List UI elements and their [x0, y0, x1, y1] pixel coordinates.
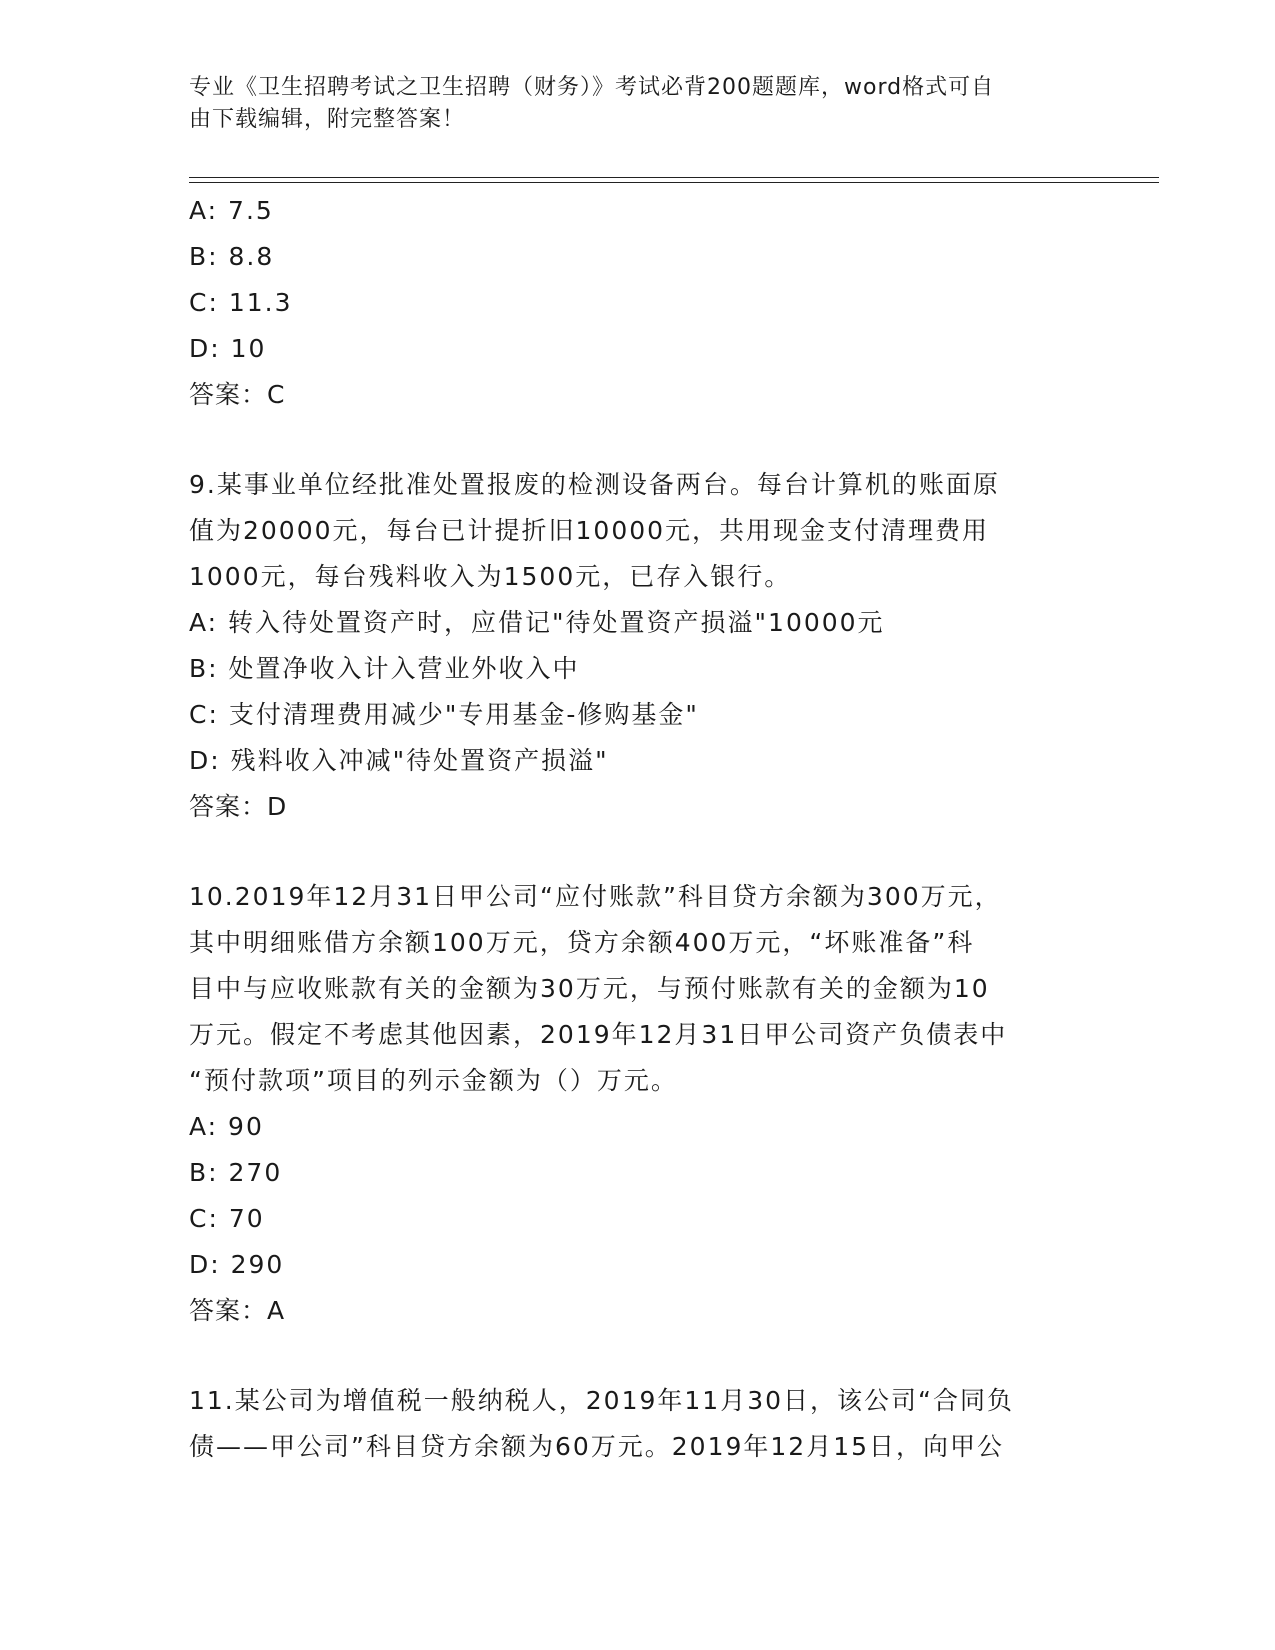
stem-line: 10.2019年12月31日甲公司“应付账款”科目贷方余额为300万元，	[189, 882, 1002, 911]
stem-line: 9.某事业单位经批准处置报废的检测设备两台。每台计算机的账面原	[189, 470, 1000, 499]
option-d: D: 残料收入冲减"待处置资产损溢"	[189, 746, 609, 775]
option-b: B: 处置净收入计入营业外收入中	[189, 654, 580, 683]
stem-line: 其中明细账借方余额100万元，贷方余额400万元，“坏账准备”科	[189, 928, 975, 957]
stem-line: 债——甲公司”科目贷方余额为60万元。2019年12月15日，向甲公	[189, 1432, 1005, 1461]
stem-line: 1000元，每台残料收入为1500元，已存入银行。	[189, 562, 792, 591]
spacer	[189, 418, 1089, 462]
stem-line: 11.某公司为增值税一般纳税人，2019年11月30日，该公司“合同负	[189, 1386, 1014, 1415]
answer-line: 答案：D	[189, 792, 288, 821]
question-10	[189, 874, 1089, 1334]
document-body	[189, 188, 1089, 1470]
stem-line: 值为20000元，每台已计提折旧10000元，共用现金支付清理费用	[189, 516, 990, 545]
option-a: A: 7.5	[189, 196, 274, 225]
header-line-1: 专业《卫生招聘考试之卫生招聘（财务）》考试必背200题题库，word格式可自	[189, 75, 995, 100]
question-stem	[189, 874, 1089, 1104]
stem-line: 万元。假定不考虑其他因素，2019年12月31日甲公司资产负债表中	[189, 1020, 1008, 1049]
header-divider-top	[189, 177, 1159, 178]
stem-line: “预付款项”项目的列示金额为（）万元。	[189, 1066, 678, 1095]
header-line-2: 由下载编辑，附完整答案！	[189, 107, 466, 132]
question-11	[189, 1378, 1089, 1470]
answer-line: 答案：A	[189, 1296, 286, 1325]
stem-line: 目中与应收账款有关的金额为30万元，与预付账款有关的金额为10	[189, 974, 990, 1003]
option-d: D: 10	[189, 334, 267, 363]
option-c: C: 70	[189, 1204, 265, 1233]
option-c: C: 11.3	[189, 288, 293, 317]
spacer	[189, 1334, 1089, 1378]
question-9	[189, 462, 1089, 830]
question-8-options	[189, 188, 1089, 418]
option-c: C: 支付清理费用减少"专用基金-修购基金"	[189, 700, 699, 729]
option-a: A: 转入待处置资产时，应借记"待处置资产损溢"10000元	[189, 608, 885, 637]
page-header	[189, 72, 1069, 136]
option-d: D: 290	[189, 1250, 285, 1279]
question-stem	[189, 1378, 1089, 1470]
header-divider-bottom	[189, 182, 1159, 183]
question-stem	[189, 462, 1089, 600]
option-a: A: 90	[189, 1112, 264, 1141]
spacer	[189, 830, 1089, 874]
option-b: B: 8.8	[189, 242, 275, 271]
answer-line: 答案：C	[189, 380, 286, 409]
option-b: B: 270	[189, 1158, 283, 1187]
